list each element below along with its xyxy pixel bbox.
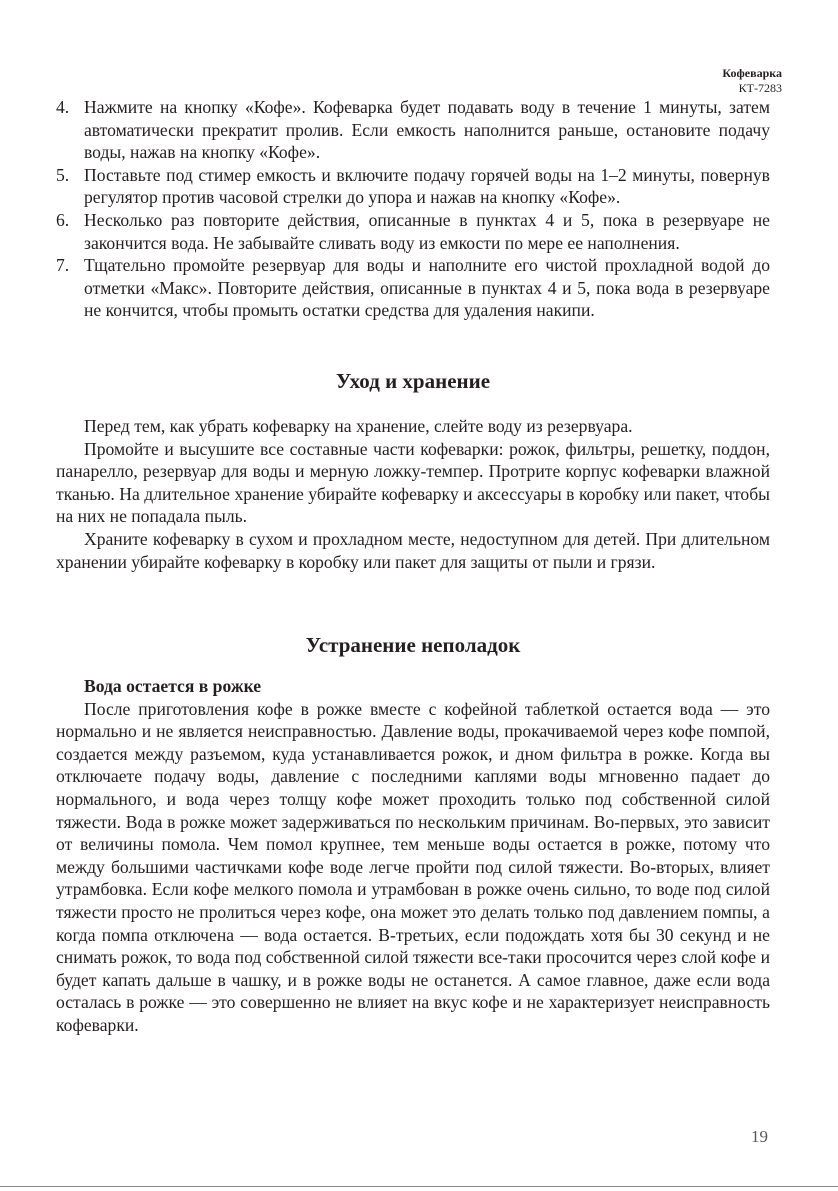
step-number: 5. <box>56 164 70 185</box>
step-number: 6. <box>56 209 70 230</box>
list-item <box>56 164 770 209</box>
step-text: Поставьте под стимер емкость и включите подачу горячей воды на 1–2 минуты, повернув регулятор против часовой стрелки до упора и нажав на кнопку «Кофе». <box>84 164 770 208</box>
header-model-number: КТ-7283 <box>738 81 782 95</box>
troubleshooting-subheading: Вода остается в рожке <box>84 676 262 697</box>
list-item <box>56 209 770 254</box>
care-paragraph: Храните кофеварку в сухом и прохладном месте, недоступном для детей. При длительном хранении убирайте кофеварку в коробку или пакет для защиты от пыли и грязи. <box>56 528 770 572</box>
step-text: Нажмите на кнопку «Кофе». Кофеварка будет подавать воду в течение 1 минуты, затем автоматически прекратит пролив. Если емкость наполнится раньше, остановите подачу воды, нажав на кнопку «Кофе». <box>84 97 770 163</box>
troubleshooting-paragraph: После приготовления кофе в рожке вместе с кофейной таблеткой остается вода — это нормально и не является неисправностью. Давление воды, прокачиваемой через кофе помпой, создается между разъемом, куда устанавливается рожок, и дном фильтра в рожке. Когда вы отключаете подачу воды, давление с последними каплями воды мгновенно падает до нормального, и вода через толщу кофе может проходить только под собственной силой тяжести. Вода в рожке может задерживаться по нескольким причинам. Во-первых, это зависит от величины помола. Чем помол крупнее, тем меньше воды остается в рожке, потому что между большими частичками кофе воде легче пройти под силой тяжести. Во-вторых, влияет утрамбовка. Если кофе мелкого помола и утрамбован в рожке очень сильно, то воде под силой тяжести просто не пролиться через кофе, она может это делать только под давлением помпы, а когда помпа отключена — вода остается. В-третьих, если подождать хотя бы 30 секунд и не снимать рожок, то вода под собственной силой тяжести все-таки просочится через слой кофе и будет капать дальше в чашку, и в рожке воды не останется. А самое главное, даже если вода осталась в рожке — это совершенно не влияет на вкус кофе и не характеризует неисправность кофеварки. <box>56 698 770 1035</box>
page-number: 19 <box>751 1127 768 1146</box>
step-number: 4. <box>56 97 70 117</box>
descaling-steps-list <box>56 96 770 322</box>
troubleshooting-section-heading: Устранение неполадок <box>305 633 521 658</box>
step-number: 7. <box>56 255 70 276</box>
running-header <box>722 66 782 96</box>
list-item <box>56 96 770 164</box>
header-product-title: Кофеварка <box>722 66 782 80</box>
page-content <box>56 96 770 1037</box>
bottom-divider <box>0 1186 838 1187</box>
care-paragraph: Промойте и высушите все составные части кофеварки: рожок, фильтры, решетку, поддон, панарелло, резервуар для воды и мерную ложку-темпер. Протрите корпус кофеварки влажной тканью. На длительное хранение убирайте кофеварку и аксессуары в коробку или пакет, чтобы на них не попадала пыль. <box>56 438 770 527</box>
care-paragraph: Перед тем, как убрать кофеварку на хранение, слейте воду из резервуара. <box>84 415 633 436</box>
step-text: Тщательно промойте резервуар для воды и наполните его чистой прохладной водой до отметки «Макс». Повторите действия, описанные в пунктах 4 и 5, пока вода в резервуаре не кончится, чтобы промыть остатки средства для удаления накипи. <box>84 255 770 321</box>
care-section-heading: Уход и хранение <box>335 368 491 393</box>
list-item <box>56 254 770 322</box>
step-text: Несколько раз повторите действия, описанные в пунктах 4 и 5, пока в резервуаре не закончится вода. Не забывайте сливать воду из емкости по мере ее наполнения. <box>84 209 770 253</box>
